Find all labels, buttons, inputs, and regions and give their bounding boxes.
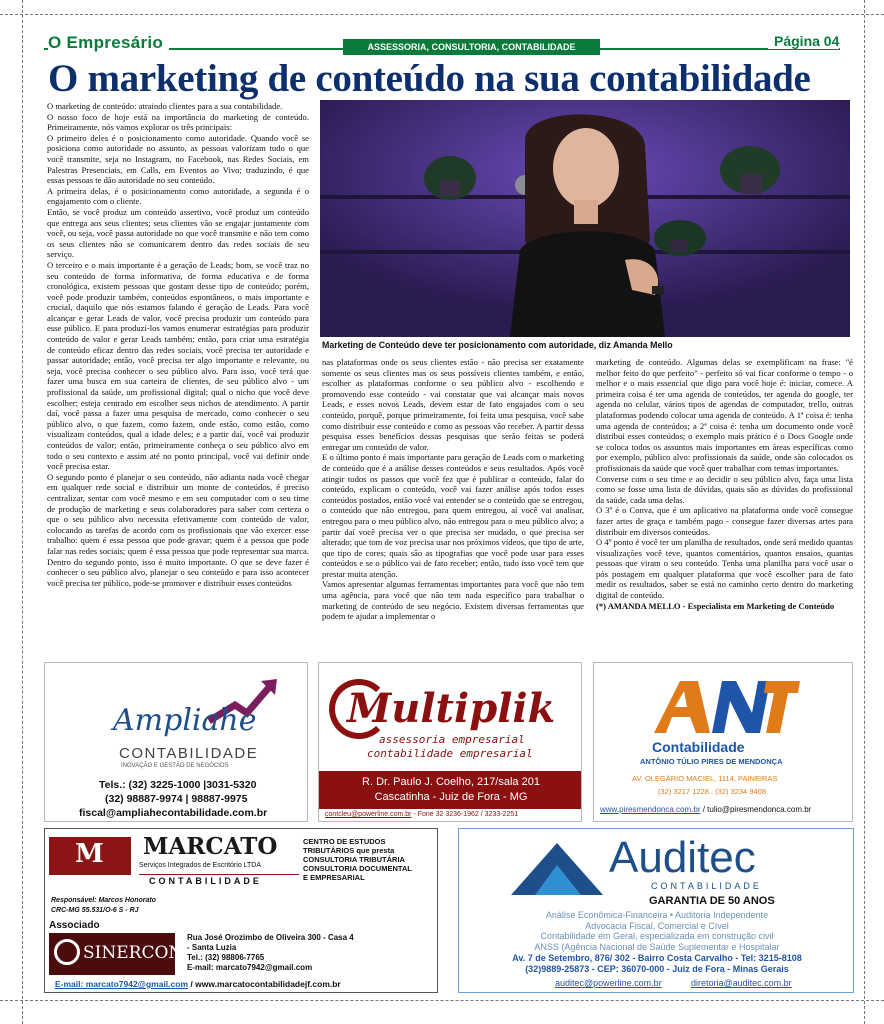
paragraph: Então, se você produz um conteúdo assertivo, você produz um conteúdo que entrega aos seus clientes; seus clientes vão se engajar juntamente com você, ou seja, você passa autoridade no que você transmite e não tem como os seus clientes não se comunicarem dentro das redes sociais de seu serviço. bbox=[47, 206, 309, 260]
cut-line-top bbox=[0, 14, 884, 15]
ampliahe-logo: Ampliahe bbox=[113, 703, 257, 738]
ampliahe-tag: INOVAÇÃO E GESTÃO DE NEGÓCIOS bbox=[121, 763, 229, 769]
marcato-sub-2: CONTABILIDADE bbox=[149, 876, 262, 886]
article-column-2 bbox=[322, 357, 584, 657]
marcato-tel: Tel.: (32) 98806-7765 bbox=[187, 953, 265, 962]
paragraph: O nosso foco de hoje está na importância do marketing de conteúdo. Primeiramente, nós vamos explorar os três principais: bbox=[47, 111, 309, 133]
marcato-footer bbox=[55, 979, 341, 989]
sinercon-name: SINERCON bbox=[83, 943, 184, 963]
ant-contact bbox=[600, 805, 811, 814]
paragraph: E o último ponto é mais importante para geração de Leads com o marketing de conteúdo que é a análise desses conteúdos e seus resultados. Após você atingir todos os passos que você fez que é publicar o conteúdo, falar do conteúdo, explicam o conteúdo, você vai fazer análise após todos esses conteúdos postados, então você vai entender se o conteúdo que se entregou, o conteúdo que não entregou, para quem entregou, aí você vai analisar, entregou para o meu público alvo, não entregou para o meu público alvo; a partir daí você precisa ver o que precisa ser mudado, o que precisa ser alterado; que tom de voz precisa usar nos próximos vídeos, que tipo de arte, que tipo de cores; quais são as tipografias que você pode usar para esses conteúdos e se o público vai de fato receber; então, tudo isso você tem que prestar muita atenção. bbox=[322, 452, 584, 579]
marcato-email[interactable]: E-mail: marcato7942@gmail.com bbox=[187, 963, 313, 972]
section-bar: ASSESSORIA, CONSULTORIA, CONTABILIDADE bbox=[343, 39, 600, 55]
marcato-associado: Associado bbox=[49, 920, 100, 931]
page-number: Página 04 bbox=[768, 33, 839, 49]
cut-line-bottom bbox=[0, 1000, 884, 1001]
auditec-email-1[interactable]: auditec@powerline.com.br bbox=[555, 978, 662, 988]
auditec-mountain-icon bbox=[511, 837, 603, 895]
multiplik-logo: Multiplik bbox=[347, 685, 556, 732]
auditec-service-line: Análise Econômica-Financeira • Auditoria Independente bbox=[545, 910, 769, 920]
ant-person: ANTÔNIO TÚLIO PIRES DE MENDONÇA bbox=[640, 757, 783, 766]
author-credit: (*) AMANDA MELLO - Especialista em Marketing de Conteúdo bbox=[596, 600, 835, 611]
auditec-service-line: Advocacia Fiscal, Comercial e Cível bbox=[585, 920, 729, 931]
multiplik-address-2: Cascatinha - Juiz de Fora - MG bbox=[374, 791, 528, 803]
paragraph: O marketing de conteúdo: atraindo clientes para a sua contabilidade. bbox=[47, 101, 283, 111]
section-title: O Empresário bbox=[48, 33, 169, 53]
woman-speaking-illustration bbox=[320, 100, 850, 337]
marcato-name: MARCATO bbox=[143, 833, 278, 860]
auditec-guarantee: GARANTIA DE 50 ANOS bbox=[649, 895, 775, 907]
multiplik-line-1: assessoria empresarial bbox=[379, 733, 525, 746]
cut-line-right bbox=[864, 0, 865, 1024]
sinercon-s-icon bbox=[54, 939, 80, 965]
ampliahe-phones-1: Tels.: (32) 3225-1000 |3031-5320 bbox=[99, 779, 257, 791]
paragraph: O 4º ponto é você ter um planilha de resultados, onde será medido quantas visualizações você teve, quantos comentários, quantos ensaios, quantas pessoas que viram o seu conteúdo. Tenha uma planilha para você usar o pós postagem em qualquer plataforma que você escolher para de fato medir os resultados, saber se está no caminho certo dentro do marketing digital de conteúdo. bbox=[596, 537, 853, 601]
ampliahe-phones-2: (32) 98887-9974 | 98887-9975 bbox=[105, 793, 248, 805]
auditec-service-line: ANSS (Agência Nacional de Saúde Suplementar e Hospitalar bbox=[534, 941, 780, 952]
service-line: E EMPRESARIAL bbox=[303, 873, 365, 882]
marcato-sub-1: Serviços Integrados de Escritório LTDA bbox=[139, 862, 262, 869]
marcato-address-block bbox=[187, 933, 354, 973]
marcato-logo-letter: M bbox=[75, 839, 104, 869]
auditec-name: Auditec bbox=[609, 833, 756, 882]
service-line: CONSULTORIA DOCUMENTAL bbox=[303, 864, 412, 873]
auditec-sub: CONTABILIDADE bbox=[651, 881, 762, 891]
article-column-3 bbox=[596, 357, 853, 657]
article-photo bbox=[320, 100, 850, 337]
auditec-services bbox=[459, 910, 854, 952]
multiplik-line-2: contabilidade empresarial bbox=[367, 747, 533, 760]
marcato-footer-email[interactable]: E-mail: marcato7942@gmail.com bbox=[55, 979, 189, 989]
marcato-address-2: - Santa Luzia bbox=[187, 943, 237, 952]
paragraph: Vamos apresentar algumas ferramentas importantes para você que não tem uma agência, para você que não tem nada específico para trabalhar o marketing de conteúdo de seu negócio. Existem diversas ferramentas que podem te ajudar a implementar o bbox=[322, 579, 584, 622]
marcato-rule bbox=[139, 874, 299, 875]
auditec-address-2: (32)9889-25873 - CEP: 36070-000 - Juiz de Fora - Minas Gerais bbox=[525, 964, 789, 974]
ampliahe-sub: CONTABILIDADE bbox=[119, 745, 259, 762]
paragraph: O primeiro deles é o posicionamento como autoridade. Quando você se posiciona como autoridade no assunto, as pessoas valorizam tudo o que você transmite, seja no Instagram, no Facebook, nas Redes Sociais, em Palestras Presenciais, em Calls, em Eventos ao Vivo; traduzindo, é que essas pessoas te dão autoridade no seu conteúdo. bbox=[47, 132, 309, 186]
paragraph: A primeira delas, é o posicionamento como autoridade, a segunda é o engajamento com o cliente. bbox=[47, 185, 309, 207]
ant-email[interactable]: / tulio@piresmendonca.com.br bbox=[702, 805, 812, 814]
paragraph: O 3º é o Conva, que é um aplicativo na plataforma onde você consegue fazer artes de graça e também pago - consegue fazer diversas artes para distribuir em diversos conteúdos. bbox=[596, 505, 853, 537]
paragraph: marketing de conteúdo. Algumas delas se exemplificam na frase: "é melhor feito do que perfeito" - perfeito só vai ficar conforme o tempo - o melhor e o mais essencial que digo para você hoje é: iniciar, comece. A primeira coisa é ter uma agenda de conteúdos, ter agenda do google, ter agenda no celular, vários tipos de agendas de computador, trello, outras plataformas podendo colocar uma agenda de conteúdo. A 1ª coisa é: tenha uma agenda de conteúdos; a 2ª coisa é: tenha um documento onde você distribui esses conteúdos; o exemplo mais prático é o Docs Google onde se coloca todos os assuntos mais importantes em áreas específicas como por exemplo, público alvo: profissionais da saúde, onde são colocados os profissionais da saúde que você quer trabalhar com temas importantes. bbox=[596, 357, 853, 473]
ad-marcato[interactable] bbox=[44, 828, 438, 993]
ant-sub: Contabilidade bbox=[652, 739, 745, 755]
ant-phones: (32) 3217 1228 . (32) 3234 9408 bbox=[658, 787, 766, 796]
multiplik-phone: - Fone 32 3236-1962 / 3233-2251 bbox=[413, 811, 519, 818]
photo-caption: Marketing de Conteúdo deve ter posicionamento com autoridade, diz Amanda Mello bbox=[322, 340, 673, 350]
auditec-email-2[interactable]: diretoria@auditec.com.br bbox=[691, 978, 792, 988]
service-line: CONSULTORIA TRIBUTÁRIA bbox=[303, 855, 405, 864]
marcato-footer-site[interactable]: / www.marcatocontabilidadejf.com.br bbox=[190, 979, 341, 989]
ant-address: AV. OLEGÁRIO MACIEL, 1114, PAINEIRAS bbox=[632, 774, 778, 783]
paragraph: O segundo ponto é planejar o seu conteúdo, não adianta nada você chegar em qualquer rede social e distribuir um monte de conteúdos, é preciso centralizar, sentar com você mesmo e em seu computador com o seu time de produção de marketing e seus colaboradores para saber com certeza o que o seu público alvo necessita efetivamente com conteúdo de valor, colocando as tarefas de acordo com os profissionais que vão exercer esse trabalho: quem é essa pessoa que pode gravar; quem é a pessoa que pode falar nas redes sociais; quem é essa pessoa que pode representar sua marca. Dentro do segundo ponto, isso é muito importante. O que se deve fazer é conhecer o seu público alvo, planejar o seu conteúdo e para isso acontecer você precisa ter público, pode-se promover e distribuir esses conteúdos bbox=[47, 471, 309, 588]
headline: O marketing de conteúdo na sua contabilidade bbox=[48, 57, 811, 100]
multiplik-contact bbox=[325, 811, 579, 818]
auditec-service-line: Contabilidade em Geral, especializada em construção civil bbox=[540, 931, 774, 941]
ad-multiplik[interactable] bbox=[318, 662, 582, 822]
ad-ant[interactable] bbox=[593, 662, 853, 822]
ad-auditec[interactable] bbox=[458, 828, 854, 993]
paragraph: O terceiro e o mais importante é a geração de Leads; bom, se você traz no seu conteúdo de forma informativa, de forma educativa e de forma cronológica, existem pessoas que gostam desse tipo de conteúdo; porém, você pode produzir também, conteúdos espontâneos, o mais importante e crucial, daquilo que nós estamos falando é geração de Leads. Para você alcançar e gerar Leads de valor, você precisa produzir um conteúdo para esse público. E para produzi-los vamos enumerar estratégias para produzir conteúdo de valor e gerar Leads também; então, para criar uma estratégia de conteúdo eficaz dentro das redes sociais, você precisa ter autoridade e passar autoridade; então, você precisa ter algo importante e relevante, ou seja, você precisa conhecer o seu público alvo. Para isso, você terá que fazer uma busca em sua carteira de clientes, de seu público alvo - um profissional da saúde, um profissional digital; qual o nicho que você deve escolher; esteja centrado em escolher seus nichos de atendimento. A partir daí, você passa a fazer uma pesquisa de mercado, como conhecer o seu público alvo, o que fazem, como fazem, onde estão, como estão, como visualizam conteúdos, qual a idade deles; e a partir daí, você vai produzir conteúdos de valor; então, primeiramente conheça o seu público alvo em todo o seu contexto e assim até no ponto principal, você vai definir onde você precisa estar. bbox=[47, 259, 309, 472]
paragraph: nas plataformas onde os seus clientes estão - não precisa ser exatamente somente os seus clientes mas os seus possíveis clientes também, e então, escolher as plataformas conforme o seu público alvo - escolhendo e promovendo esse conteúdo - vai constatar que vai alcançar mais novos Leads, e esses novos Leads, devem estar de fato engajados com o seu conteúdo, porquê, porque primeiramente, foi feita uma pesquisa, você sabe como distribuir esse conteúdo e como as pessoas vão receber. A partir dessa pesquisa esses benefícios dessas pesquisas que serão feitas se poderá entregar um conteúdo de valor. bbox=[322, 357, 584, 452]
article-column-1 bbox=[47, 101, 309, 657]
service-line: TRIBUTÁRIOS que presta bbox=[303, 846, 395, 855]
ant-logo bbox=[650, 677, 800, 735]
cut-line-left bbox=[22, 0, 23, 1024]
marcato-responsible: Responsável: Marcos Honorato bbox=[51, 897, 157, 904]
multiplik-email[interactable]: contcleu@powerline.com.br bbox=[325, 811, 412, 818]
marcato-crc: CRC-MG 55.531/O-6 S - RJ bbox=[51, 907, 139, 914]
auditec-address-1: Av. 7 de Setembro, 876/ 302 - Bairro Costa Carvalho - Tel: 3215-8108 bbox=[512, 953, 802, 963]
paragraph: Converse com o seu time e ao decidir o seu público alvo, faça uma lista como se fosse uma lista de dúvidas, quais são as dúvidas do profissional da saúde, cada uma delas. bbox=[596, 473, 853, 505]
ad-ampliahe[interactable] bbox=[44, 662, 308, 822]
marcato-services bbox=[303, 837, 412, 882]
marcato-address-1: Rua José Orozimbo de Oliveira 300 - Casa 4 bbox=[187, 933, 354, 942]
service-line: CENTRO DE ESTUDOS bbox=[303, 837, 386, 846]
ant-site-link[interactable]: www.piresmendonca.com.br bbox=[600, 805, 701, 814]
ampliahe-email[interactable]: fiscal@ampliahecontabilidade.com.br bbox=[79, 807, 268, 819]
multiplik-address-1: R. Dr. Paulo J. Coelho, 217/sala 201 bbox=[362, 776, 540, 788]
